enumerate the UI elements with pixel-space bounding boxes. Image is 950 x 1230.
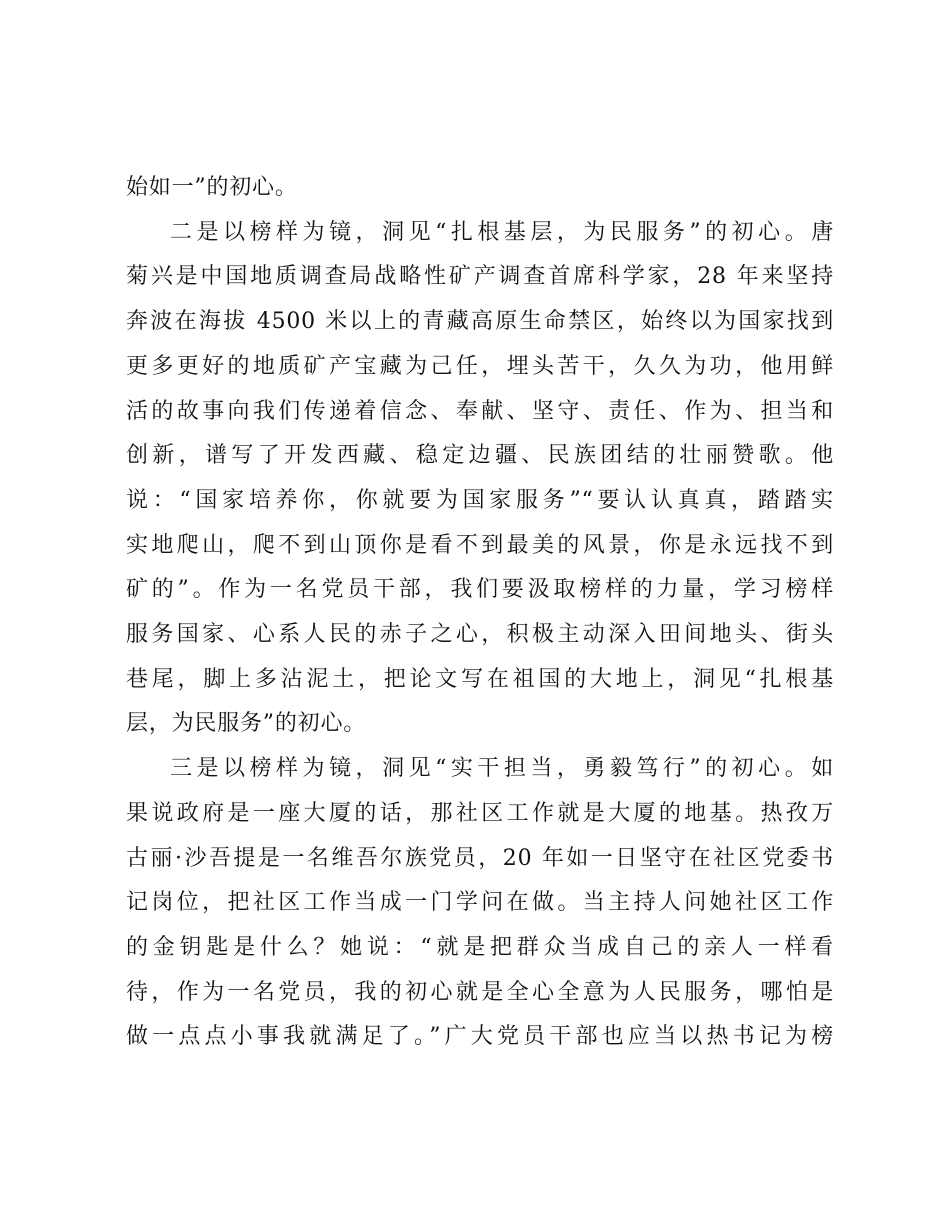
text-line: 菊兴是中国地质调查局战略性矿产调查首席科学家，28 年来坚持: [126, 264, 834, 290]
text-line: 服务国家、心系人民的赤子之心，积极主动深入田间地头、街头: [126, 622, 834, 648]
text-line: 记岗位，把社区工作当成一门学问在做。当主持人问她社区工作: [126, 890, 834, 916]
text-line: 奔波在海拔 4500 米以上的青藏高原生命禁区，始终以为国家找到: [126, 309, 834, 335]
text-line: 做一点点小事我就满足了。”广大党员干部也应当以热书记为榜: [126, 1024, 834, 1050]
text-line: 矿的”。作为一名党员干部，我们要汲取榜样的力量，学习榜样: [126, 577, 834, 603]
text-line: 活的故事向我们传递着信念、奉献、坚守、责任、作为、担当和: [126, 398, 834, 424]
text-line: 巷尾，脚上多沾泥土，把论文写在祖国的大地上，洞见“扎根基: [126, 666, 834, 692]
text-line: 更多更好的地质矿产宝藏为己任，埋头苦干，久久为功，他用鲜: [126, 353, 834, 379]
text-line: 二是以榜样为镜，洞见“扎根基层，为民服务”的初心。唐: [170, 219, 834, 245]
text-line: 始如一”的初心。: [126, 175, 298, 200]
text-line: 三是以榜样为镜，洞见“实干担当，勇毅笃行”的初心。如: [170, 756, 834, 782]
text-line: 实地爬山，爬不到山顶你是看不到最美的风景，你是永远找不到: [126, 532, 834, 558]
text-line: 待，作为一名党员，我的初心就是全心全意为人民服务，哪怕是: [126, 979, 834, 1005]
text-line: 说：“国家培养你，你就要为国家服务”“要认认真真，踏踏实: [126, 487, 834, 513]
text-line: 创新，谱写了开发西藏、稳定边疆、民族团结的壮丽赞歌。他: [126, 443, 834, 469]
text-line: 果说政府是一座大厦的话，那社区工作就是大厦的地基。热孜万: [126, 800, 834, 826]
text-line: 层，为民服务”的初心。: [126, 711, 367, 737]
text-line: 的金钥匙是什么？她说：“就是把群众当成自己的亲人一样看: [126, 934, 834, 960]
body-text: [126, 166, 834, 1060]
text-line: 古丽·沙吾提是一名维吾尔族党员，20 年如一日坚守在社区党委书: [126, 845, 834, 871]
